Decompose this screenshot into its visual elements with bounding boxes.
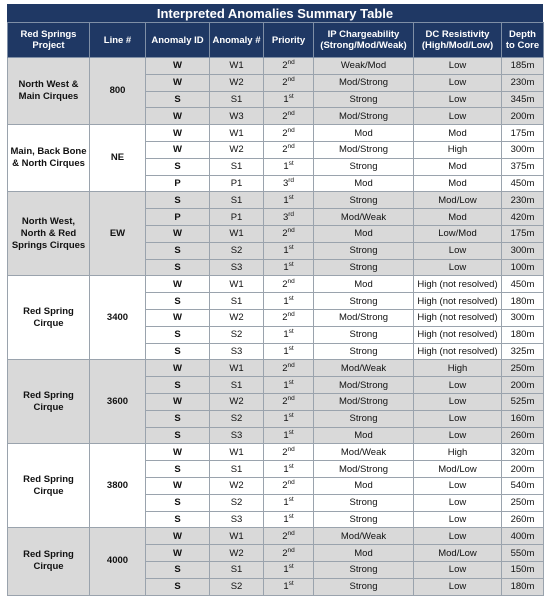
anomaly-id-cell: S <box>146 410 210 427</box>
depth-cell: 180m <box>502 293 544 310</box>
priority-value: 1 <box>283 93 289 105</box>
dc-resistivity-cell: Mod/Low <box>414 192 502 209</box>
line-cell: NE <box>90 125 146 192</box>
ip-chargeability-cell: Strong <box>314 326 414 343</box>
ip-chargeability-cell: Mod/Weak <box>314 528 414 545</box>
priority-cell <box>264 326 314 343</box>
depth-cell: 540m <box>502 477 544 494</box>
anomaly-number-cell: S2 <box>210 242 264 259</box>
depth-cell: 200m <box>502 377 544 394</box>
project-cell: Red Spring Cirque <box>8 360 90 444</box>
priority-value: 2 <box>282 228 288 240</box>
anomaly-id-cell: S <box>146 91 210 108</box>
ip-chargeability-cell: Mod <box>314 225 414 242</box>
line-cell: EW <box>90 192 146 276</box>
priority-value: 1 <box>283 497 289 509</box>
dc-resistivity-cell: Low <box>414 393 502 410</box>
priority-suffix: st <box>288 160 294 168</box>
summary-sheet <box>7 4 543 596</box>
priority-cell <box>264 494 314 511</box>
dc-resistivity-cell: High (not resolved) <box>414 343 502 360</box>
anomaly-number-cell: S2 <box>210 494 264 511</box>
priority-cell <box>264 377 314 394</box>
header-anomaly-id: Anomaly ID <box>146 23 210 58</box>
depth-cell: 300m <box>502 242 544 259</box>
anomaly-id-cell: P <box>146 175 210 192</box>
anomaly-number-cell: S1 <box>210 377 264 394</box>
priority-suffix: nd <box>287 109 295 117</box>
depth-cell: 180m <box>502 326 544 343</box>
priority-value: 1 <box>283 463 289 475</box>
anomaly-number-cell: S2 <box>210 410 264 427</box>
depth-cell: 450m <box>502 175 544 192</box>
project-cell: North West, North & Red Springs Cirques <box>8 192 90 276</box>
priority-cell <box>264 225 314 242</box>
dc-resistivity-cell: Low <box>414 410 502 427</box>
priority-value: 3 <box>282 177 289 189</box>
priority-suffix: nd <box>287 546 295 554</box>
table-body <box>8 58 544 596</box>
anomaly-number-cell: S1 <box>210 91 264 108</box>
depth-cell: 325m <box>502 343 544 360</box>
anomaly-number-cell: W1 <box>210 125 264 142</box>
depth-cell: 100m <box>502 259 544 276</box>
priority-cell <box>264 343 314 360</box>
depth-cell: 200m <box>502 108 544 125</box>
table-row <box>8 58 544 75</box>
depth-cell: 150m <box>502 561 544 578</box>
dc-resistivity-cell: Low <box>414 377 502 394</box>
priority-value: 2 <box>282 312 288 324</box>
priority-cell <box>264 175 314 192</box>
dc-resistivity-cell: Low <box>414 427 502 444</box>
priority-suffix: st <box>288 92 294 100</box>
dc-resistivity-cell: Low <box>414 578 502 595</box>
anomaly-number-cell: W2 <box>210 393 264 410</box>
priority-suffix: rd <box>288 176 295 184</box>
ip-chargeability-cell: Strong <box>314 410 414 427</box>
priority-cell <box>264 91 314 108</box>
anomalies-table <box>7 22 544 596</box>
priority-value: 2 <box>282 60 288 72</box>
dc-resistivity-cell: Low <box>414 511 502 528</box>
priority-value: 2 <box>282 77 288 89</box>
ip-chargeability-cell: Mod <box>314 427 414 444</box>
priority-value: 1 <box>283 564 289 576</box>
anomaly-id-cell: S <box>146 377 210 394</box>
header-anomaly-number: Anomaly # <box>210 23 264 58</box>
priority-cell <box>264 108 314 125</box>
depth-cell: 230m <box>502 74 544 91</box>
dc-resistivity-cell: Low <box>414 494 502 511</box>
anomaly-id-cell: S <box>146 242 210 259</box>
priority-suffix: nd <box>287 445 295 453</box>
anomaly-id-cell: W <box>146 444 210 461</box>
priority-cell <box>264 141 314 158</box>
anomaly-id-cell: S <box>146 293 210 310</box>
table-title: Interpreted Anomalies Summary Table <box>7 4 543 22</box>
priority-value: 2 <box>282 396 288 408</box>
priority-suffix: st <box>288 378 294 386</box>
anomaly-id-cell: S <box>146 494 210 511</box>
dc-resistivity-cell: Low <box>414 91 502 108</box>
line-cell: 3400 <box>90 276 146 360</box>
ip-chargeability-cell: Mod/Strong <box>314 377 414 394</box>
priority-suffix: st <box>288 580 294 588</box>
dc-resistivity-cell: Mod/Low <box>414 461 502 478</box>
ip-chargeability-cell: Mod/Strong <box>314 309 414 326</box>
anomaly-number-cell: P1 <box>210 175 264 192</box>
anomaly-number-cell: W1 <box>210 225 264 242</box>
ip-chargeability-cell: Mod <box>314 545 414 562</box>
ip-chargeability-cell: Mod/Strong <box>314 461 414 478</box>
header-line: Line # <box>90 23 146 58</box>
project-cell: Red Spring Cirque <box>8 528 90 595</box>
priority-value: 1 <box>283 194 289 206</box>
ip-chargeability-cell: Strong <box>314 259 414 276</box>
ip-chargeability-cell: Strong <box>314 343 414 360</box>
priority-suffix: st <box>288 496 294 504</box>
priority-cell <box>264 578 314 595</box>
dc-resistivity-cell: Low <box>414 477 502 494</box>
dc-resistivity-cell: Low <box>414 528 502 545</box>
ip-chargeability-cell: Strong <box>314 242 414 259</box>
priority-cell <box>264 427 314 444</box>
priority-cell <box>264 360 314 377</box>
anomaly-number-cell: W3 <box>210 108 264 125</box>
anomaly-number-cell: S3 <box>210 259 264 276</box>
priority-suffix: st <box>288 294 294 302</box>
ip-chargeability-cell: Mod/Weak <box>314 209 414 226</box>
table-row <box>8 360 544 377</box>
dc-resistivity-cell: Low <box>414 259 502 276</box>
priority-suffix: nd <box>287 76 295 84</box>
priority-suffix: nd <box>287 277 295 285</box>
priority-cell <box>264 192 314 209</box>
dc-resistivity-cell: High <box>414 444 502 461</box>
table-row <box>8 528 544 545</box>
priority-cell <box>264 393 314 410</box>
anomaly-id-cell: S <box>146 461 210 478</box>
dc-resistivity-cell: Low/Mod <box>414 225 502 242</box>
anomaly-number-cell: W1 <box>210 58 264 75</box>
anomaly-id-cell: S <box>146 343 210 360</box>
anomaly-id-cell: W <box>146 141 210 158</box>
ip-chargeability-cell: Mod/Strong <box>314 108 414 125</box>
dc-resistivity-cell: Low <box>414 74 502 91</box>
anomaly-number-cell: S3 <box>210 511 264 528</box>
table-header <box>8 23 544 58</box>
project-cell: North West & Main Cirques <box>8 58 90 125</box>
ip-chargeability-cell: Mod/Strong <box>314 393 414 410</box>
depth-cell: 450m <box>502 276 544 293</box>
anomaly-id-cell: S <box>146 326 210 343</box>
depth-cell: 260m <box>502 427 544 444</box>
priority-cell <box>264 410 314 427</box>
priority-value: 1 <box>283 429 289 441</box>
line-cell: 4000 <box>90 528 146 595</box>
ip-chargeability-cell: Strong <box>314 293 414 310</box>
depth-cell: 300m <box>502 141 544 158</box>
depth-cell: 250m <box>502 494 544 511</box>
anomaly-number-cell: S1 <box>210 561 264 578</box>
anomaly-number-cell: S2 <box>210 578 264 595</box>
priority-cell <box>264 461 314 478</box>
priority-value: 1 <box>283 329 289 341</box>
dc-resistivity-cell: Low <box>414 108 502 125</box>
priority-cell <box>264 125 314 142</box>
ip-chargeability-cell: Weak/Mod <box>314 58 414 75</box>
ip-chargeability-cell: Strong <box>314 192 414 209</box>
dc-resistivity-cell: Mod <box>414 158 502 175</box>
anomaly-id-cell: W <box>146 225 210 242</box>
priority-cell <box>264 477 314 494</box>
anomaly-id-cell: W <box>146 276 210 293</box>
priority-cell <box>264 528 314 545</box>
priority-suffix: nd <box>287 395 295 403</box>
depth-cell: 230m <box>502 192 544 209</box>
ip-chargeability-cell: Strong <box>314 158 414 175</box>
priority-value: 2 <box>282 144 288 156</box>
dc-resistivity-cell: Low <box>414 58 502 75</box>
anomaly-number-cell: S1 <box>210 192 264 209</box>
ip-chargeability-cell: Mod <box>314 477 414 494</box>
priority-suffix: nd <box>287 311 295 319</box>
priority-value: 1 <box>283 413 289 425</box>
depth-cell: 175m <box>502 125 544 142</box>
anomaly-number-cell: W1 <box>210 276 264 293</box>
project-cell: Main, Back Bone & North Cirques <box>8 125 90 192</box>
anomaly-number-cell: S3 <box>210 343 264 360</box>
depth-cell: 175m <box>502 225 544 242</box>
anomaly-number-cell: S1 <box>210 158 264 175</box>
anomaly-id-cell: W <box>146 360 210 377</box>
depth-cell: 200m <box>502 461 544 478</box>
ip-chargeability-cell: Mod/Weak <box>314 360 414 377</box>
dc-resistivity-cell: Mod/Low <box>414 545 502 562</box>
anomaly-id-cell: W <box>146 58 210 75</box>
priority-cell <box>264 276 314 293</box>
priority-cell <box>264 209 314 226</box>
priority-value: 2 <box>282 547 288 559</box>
ip-chargeability-cell: Mod <box>314 276 414 293</box>
ip-chargeability-cell: Mod/Strong <box>314 74 414 91</box>
priority-suffix: st <box>288 328 294 336</box>
anomaly-number-cell: W2 <box>210 309 264 326</box>
priority-value: 1 <box>283 261 289 273</box>
priority-value: 2 <box>282 480 288 492</box>
anomaly-id-cell: W <box>146 74 210 91</box>
ip-chargeability-cell: Mod/Strong <box>314 141 414 158</box>
dc-resistivity-cell: High <box>414 360 502 377</box>
depth-cell: 345m <box>502 91 544 108</box>
priority-cell <box>264 58 314 75</box>
project-cell: Red Spring Cirque <box>8 276 90 360</box>
ip-chargeability-cell: Strong <box>314 494 414 511</box>
ip-chargeability-cell: Strong <box>314 561 414 578</box>
priority-value: 1 <box>283 581 289 593</box>
anomaly-number-cell: W2 <box>210 477 264 494</box>
anomaly-id-cell: S <box>146 427 210 444</box>
dc-resistivity-cell: Low <box>414 561 502 578</box>
header-dc-resistivity: DC Resistivity (High/Mod/Low) <box>414 23 502 58</box>
anomaly-number-cell: W2 <box>210 545 264 562</box>
anomaly-id-cell: S <box>146 192 210 209</box>
dc-resistivity-cell: Mod <box>414 209 502 226</box>
ip-chargeability-cell: Strong <box>314 91 414 108</box>
anomaly-id-cell: S <box>146 511 210 528</box>
anomaly-id-cell: W <box>146 528 210 545</box>
anomaly-number-cell: S3 <box>210 427 264 444</box>
priority-cell <box>264 444 314 461</box>
priority-value: 2 <box>282 110 288 122</box>
priority-suffix: st <box>288 244 294 252</box>
ip-chargeability-cell: Mod <box>314 175 414 192</box>
dc-resistivity-cell: High <box>414 141 502 158</box>
depth-cell: 420m <box>502 209 544 226</box>
anomaly-id-cell: S <box>146 561 210 578</box>
priority-suffix: st <box>288 462 294 470</box>
priority-suffix: nd <box>287 361 295 369</box>
depth-cell: 320m <box>502 444 544 461</box>
dc-resistivity-cell: Low <box>414 242 502 259</box>
priority-suffix: st <box>288 344 294 352</box>
priority-value: 3 <box>282 211 289 223</box>
priority-value: 2 <box>282 446 288 458</box>
header-project: Red Springs Project <box>8 23 90 58</box>
anomaly-id-cell: W <box>146 393 210 410</box>
priority-suffix: nd <box>287 227 295 235</box>
dc-resistivity-cell: High (not resolved) <box>414 326 502 343</box>
depth-cell: 180m <box>502 578 544 595</box>
priority-suffix: nd <box>287 143 295 151</box>
priority-suffix: nd <box>287 529 295 537</box>
priority-cell <box>264 561 314 578</box>
ip-chargeability-cell: Strong <box>314 578 414 595</box>
table-row <box>8 276 544 293</box>
priority-cell <box>264 309 314 326</box>
dc-resistivity-cell: Mod <box>414 125 502 142</box>
priority-suffix: nd <box>287 59 295 67</box>
depth-cell: 260m <box>502 511 544 528</box>
priority-suffix: nd <box>287 126 295 134</box>
line-cell: 3800 <box>90 444 146 528</box>
priority-cell <box>264 545 314 562</box>
line-cell: 800 <box>90 58 146 125</box>
priority-value: 1 <box>283 245 289 257</box>
ip-chargeability-cell: Mod/Weak <box>314 444 414 461</box>
depth-cell: 185m <box>502 58 544 75</box>
anomaly-id-cell: S <box>146 578 210 595</box>
project-cell: Red Spring Cirque <box>8 444 90 528</box>
header-ip-chargeability: IP Chargeability (Strong/Mod/Weak) <box>314 23 414 58</box>
depth-cell: 375m <box>502 158 544 175</box>
priority-value: 1 <box>283 295 289 307</box>
priority-suffix: st <box>288 512 294 520</box>
anomaly-id-cell: W <box>146 545 210 562</box>
depth-cell: 550m <box>502 545 544 562</box>
priority-cell <box>264 242 314 259</box>
priority-value: 1 <box>283 345 289 357</box>
priority-cell <box>264 158 314 175</box>
depth-cell: 400m <box>502 528 544 545</box>
anomaly-number-cell: W2 <box>210 74 264 91</box>
anomaly-id-cell: W <box>146 477 210 494</box>
priority-value: 1 <box>283 379 289 391</box>
anomaly-number-cell: P1 <box>210 209 264 226</box>
anomaly-id-cell: S <box>146 259 210 276</box>
anomaly-id-cell: W <box>146 125 210 142</box>
anomaly-number-cell: W1 <box>210 528 264 545</box>
priority-value: 2 <box>282 127 288 139</box>
anomaly-id-cell: W <box>146 108 210 125</box>
anomaly-number-cell: W1 <box>210 444 264 461</box>
dc-resistivity-cell: Mod <box>414 175 502 192</box>
priority-cell <box>264 293 314 310</box>
anomaly-number-cell: S2 <box>210 326 264 343</box>
anomaly-id-cell: P <box>146 209 210 226</box>
anomaly-number-cell: W2 <box>210 141 264 158</box>
depth-cell: 300m <box>502 309 544 326</box>
priority-suffix: rd <box>288 210 295 218</box>
header-priority: Priority <box>264 23 314 58</box>
priority-value: 2 <box>282 530 288 542</box>
ip-chargeability-cell: Strong <box>314 511 414 528</box>
header-depth-to-core: Depth to Core <box>502 23 544 58</box>
priority-value: 1 <box>283 513 289 525</box>
dc-resistivity-cell: High (not resolved) <box>414 293 502 310</box>
priority-cell <box>264 74 314 91</box>
priority-value: 1 <box>283 161 289 173</box>
depth-cell: 525m <box>502 393 544 410</box>
priority-cell <box>264 511 314 528</box>
priority-suffix: nd <box>287 479 295 487</box>
priority-cell <box>264 259 314 276</box>
priority-suffix: st <box>288 412 294 420</box>
priority-suffix: st <box>288 193 294 201</box>
ip-chargeability-cell: Mod <box>314 125 414 142</box>
priority-suffix: st <box>288 428 294 436</box>
priority-value: 2 <box>282 278 288 290</box>
priority-suffix: st <box>288 260 294 268</box>
anomaly-id-cell: S <box>146 158 210 175</box>
table-row <box>8 125 544 142</box>
priority-value: 2 <box>282 362 288 374</box>
table-row <box>8 192 544 209</box>
anomaly-number-cell: W1 <box>210 360 264 377</box>
anomaly-number-cell: S1 <box>210 461 264 478</box>
table-row <box>8 444 544 461</box>
anomaly-id-cell: W <box>146 309 210 326</box>
dc-resistivity-cell: High (not resolved) <box>414 276 502 293</box>
depth-cell: 160m <box>502 410 544 427</box>
depth-cell: 250m <box>502 360 544 377</box>
line-cell: 3600 <box>90 360 146 444</box>
priority-suffix: st <box>288 563 294 571</box>
dc-resistivity-cell: High (not resolved) <box>414 309 502 326</box>
anomaly-number-cell: S1 <box>210 293 264 310</box>
